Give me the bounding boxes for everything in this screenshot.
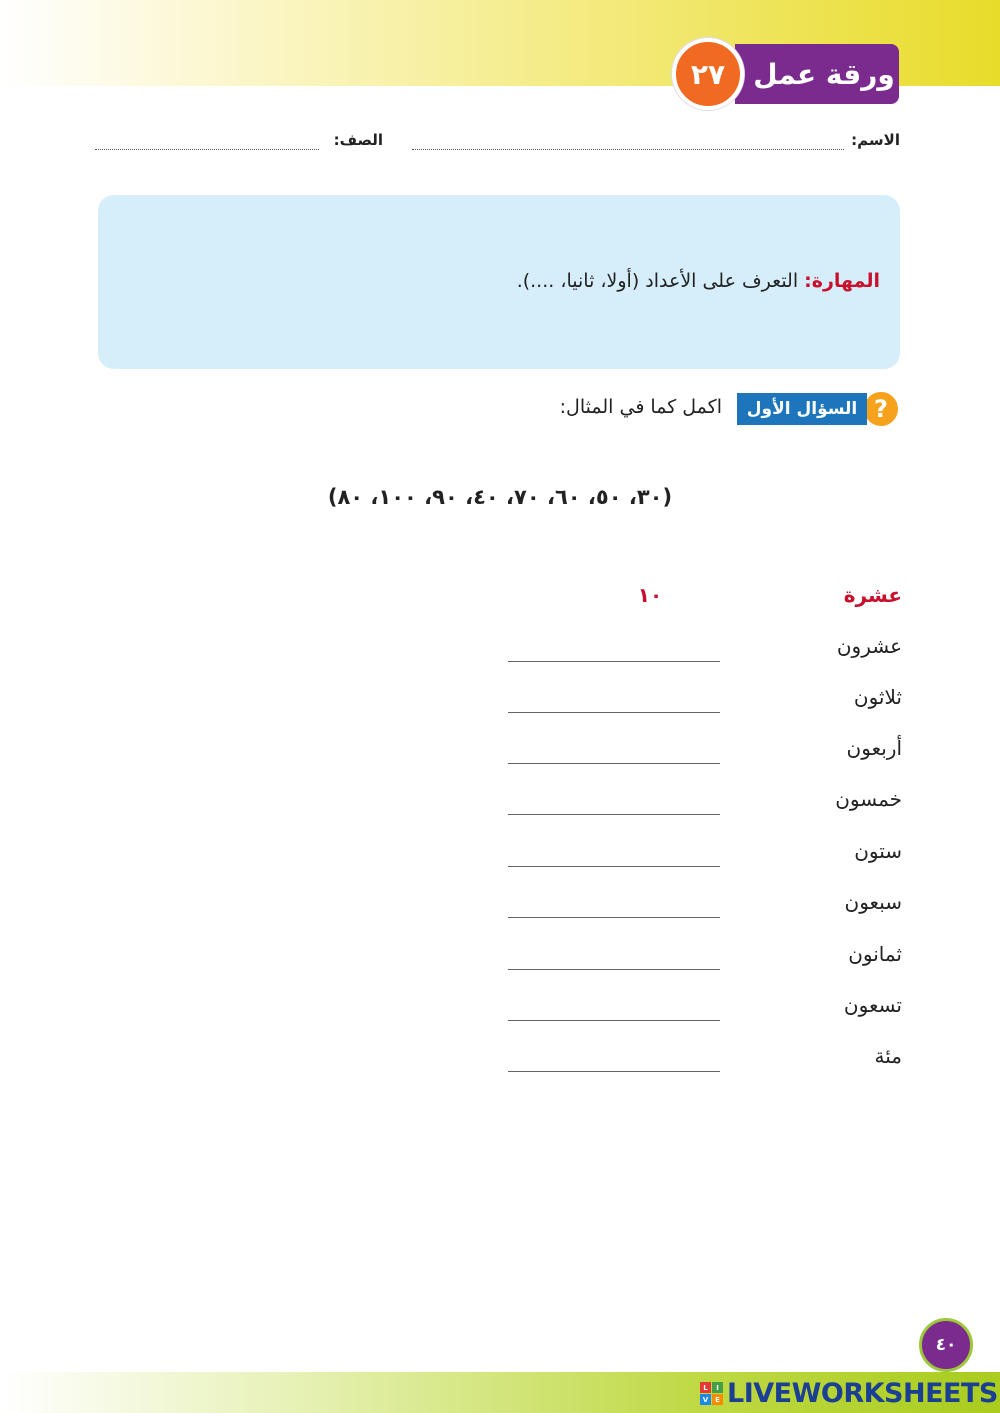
skill-text: التعرف على الأعداد (أولا، ثانيا، ....). [516, 270, 799, 292]
logo-letter: V [700, 1394, 711, 1405]
logo-letter: L [700, 1382, 711, 1393]
worksheet-number: ٢٧ [690, 57, 726, 91]
list-item [0, 839, 1000, 879]
answer-blank[interactable] [508, 763, 720, 764]
worksheet-title-text: ورقة عمل [753, 57, 895, 91]
number-word: ثلاثون [853, 685, 902, 709]
example-word: عشرة [843, 583, 902, 607]
class-field[interactable] [95, 149, 319, 150]
number-word: سبعون [844, 890, 902, 914]
liveworksheets-logo[interactable] [700, 1378, 998, 1409]
number-word: مئة [874, 1044, 902, 1068]
question-badge-text: السؤال الأول [746, 399, 858, 419]
answer-blank[interactable] [508, 1020, 720, 1021]
worksheet-number-badge [672, 38, 744, 110]
question-instruction: اكمل كما في المثال: [559, 396, 722, 418]
logo-text: LIVEWORKSHEETS [727, 1378, 998, 1409]
logo-squares-icon [700, 1382, 723, 1405]
number-word: ستون [854, 839, 902, 863]
answer-blank[interactable] [508, 661, 720, 662]
answer-blank[interactable] [508, 917, 720, 918]
list-item [0, 1044, 1000, 1084]
skill-statement [517, 270, 880, 292]
logo-letter: I [712, 1382, 723, 1393]
list-item [0, 634, 1000, 674]
example-row [0, 583, 1000, 623]
list-item [0, 787, 1000, 827]
number-bank: (٣٠، ٥٠، ٦٠، ٧٠، ٤٠، ٩٠، ١٠٠، ٨٠) [327, 485, 673, 509]
question-badge [737, 393, 867, 425]
number-word: تسعون [843, 993, 902, 1017]
list-item [0, 942, 1000, 982]
answer-blank[interactable] [508, 814, 720, 815]
number-word: أربعون [846, 736, 902, 760]
name-label: الاسم: [851, 131, 900, 149]
number-word: ثمانون [848, 942, 902, 966]
list-item [0, 736, 1000, 776]
list-item [0, 685, 1000, 725]
answer-blank[interactable] [508, 712, 720, 713]
page-number-badge [919, 1318, 973, 1372]
list-item [0, 890, 1000, 930]
worksheet-title [735, 44, 899, 104]
logo-letter: E [712, 1394, 723, 1405]
skill-label: المهارة: [804, 270, 880, 292]
answer-blank[interactable] [508, 969, 720, 970]
question-mark-icon: ? [862, 390, 900, 428]
number-word: عشرون [836, 634, 902, 658]
answer-blank[interactable] [508, 866, 720, 867]
example-number: ١٠ [637, 583, 663, 607]
name-field[interactable] [412, 149, 844, 150]
number-word: خمسون [835, 787, 902, 811]
class-label: الصف: [333, 131, 383, 149]
answer-blank[interactable] [508, 1071, 720, 1072]
list-item [0, 993, 1000, 1033]
page-number: ٤٠ [935, 1335, 957, 1355]
